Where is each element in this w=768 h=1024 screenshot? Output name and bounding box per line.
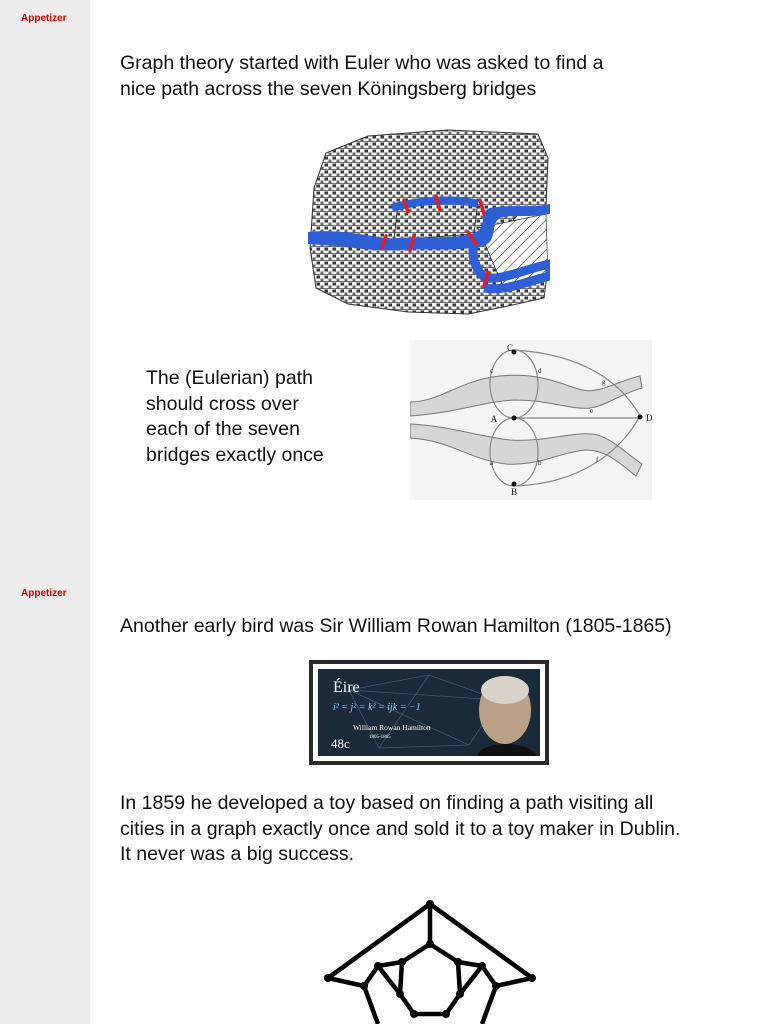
bridge-label: a <box>490 459 494 467</box>
dodecahedron-graph <box>318 896 542 1024</box>
slide-tag-appetizer: Appetizer <box>21 13 67 24</box>
slide-2-heading: Another early bird was Sir William Rowan Hamilton (1805-1865) <box>120 615 672 637</box>
bridge-label: g <box>602 378 606 386</box>
euler-bridges-diagram <box>410 340 652 500</box>
node-label: B <box>510 487 518 497</box>
slide-1-heading: Graph theory started with Euler who was asked to find a nice path across the seven Köningsberg bridges <box>120 52 604 100</box>
hamilton-stamp-image <box>309 660 549 765</box>
bridge-label: c <box>490 367 494 375</box>
stamp-years: 1805-1865 <box>369 735 391 740</box>
left-margin-sidebar <box>0 0 90 1024</box>
node-label: A <box>490 414 498 424</box>
bridge-label: d <box>538 367 542 375</box>
stamp-formula: i² = j² = k² = ijk = −1 <box>333 702 421 713</box>
stamp-country: Éire <box>333 679 360 696</box>
bridge-label: f <box>596 456 599 464</box>
slide-tag-appetizer: Appetizer <box>21 588 67 599</box>
stamp-name: William Rowan Hamilton <box>353 723 431 732</box>
node-label: C <box>506 343 514 353</box>
bridge-label: e <box>590 407 594 415</box>
stamp-value: 48c <box>331 736 350 751</box>
node-label: D <box>646 413 652 423</box>
slide-2-body: In 1859 he developed a toy based on finding a path visiting all cities in a graph exactly once and sold it to a toy maker in Dublin. It never was a big success. <box>120 792 681 865</box>
bridge-label: b <box>538 459 542 467</box>
slide-1-note: The (Eulerian) path should cross over each of the seven bridges exactly once <box>146 367 324 466</box>
koenigsberg-map-image <box>308 128 550 316</box>
